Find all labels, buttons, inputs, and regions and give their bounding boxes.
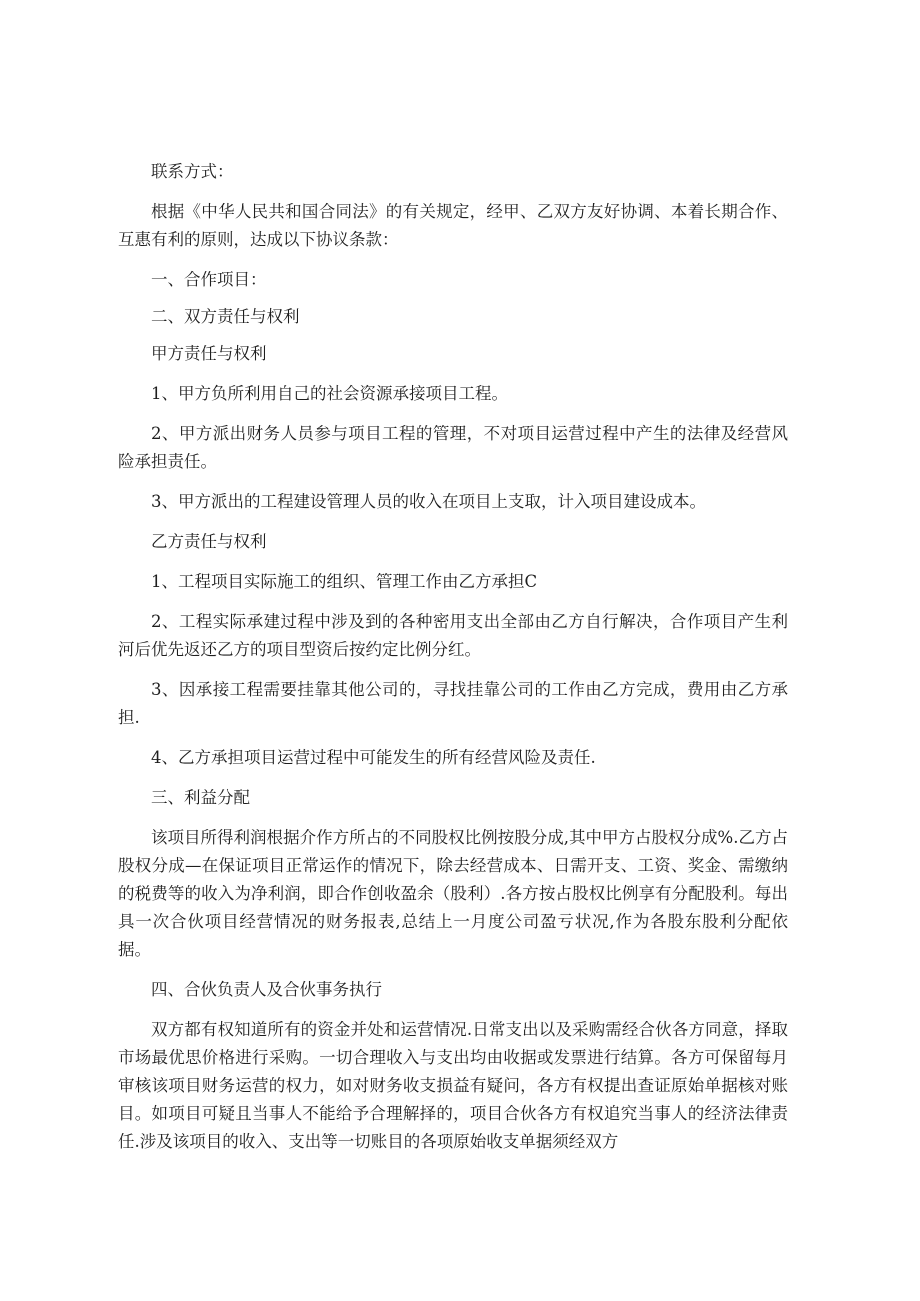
clause-a-1: 1、甲方负所利用自己的社会资源承接项目工程。 [151, 384, 508, 403]
clause-b-4: 4、乙方承担项目运营过程中可能发生的所有经营风险及责任. [151, 748, 596, 767]
subheading-party-b: 乙方责任与权利 [151, 532, 267, 551]
section-heading-profit-distribution: 三、利益分配 [151, 788, 250, 807]
section-heading-cooperation-project: 一、合作项目： [151, 270, 267, 289]
clause-b-2: 2、工程实际承建过程中涉及到的各种密用支出全部由乙方自行解决，合作项目产生利河后优先返还乙方的项目型资后按约定比例分红。 [118, 612, 788, 659]
section-heading-responsibilities: 二、双方责任与权利 [151, 307, 300, 326]
document-body [118, 158, 788, 1156]
clause-a-2: 2、甲方派出财务人员参与项目工程的管理，不对项目运营过程中产生的法律及经营风险承担责任。 [118, 424, 788, 471]
subheading-party-a: 甲方责任与权利 [151, 344, 267, 363]
paragraph-contact: 联系方式： [151, 162, 234, 181]
clause-a-3: 3、甲方派出的工程建设管理人员的收入在项目上支取，计入项目建设成本。 [151, 492, 706, 511]
paragraph-preamble: 根据《中华人民共和国合同法》的有关规定，经甲、乙双方友好协调、本着长期合作、互惠有利的原则，达成以下协议条款： [118, 202, 788, 249]
clause-b-1: 1、工程项目实际施工的组织、管理工作由乙方承担C [151, 572, 538, 591]
clause-b-3: 3、因承接工程需要挂靠其他公司的，寻找挂靠公司的工作由乙方完成，费用由乙方承担. [118, 680, 788, 727]
paragraph-profit-distribution: 该项目所得利润根据介作方所占的不同股权比例按股分成,其中甲方占股权分成%.乙方占股权分成—在保证项目正常运作的情况下，除去经营成本、日需开支、工资、奖金、需缴纳的税费等的收入为净利润，即合作创收盈余（股利）.各方按占股权比例享有分配股利。每出具一次合伙项目经营情况的财务报表,总结上一月度公司盈亏状况,作为各股东股利分配依据。 [118, 828, 788, 959]
section-heading-partnership-affairs: 四、合伙负责人及合伙事务执行 [151, 980, 382, 999]
paragraph-partnership-affairs: 双方都有权知道所有的资金并处和运营情况.日常支出以及采购需经合伙各方同意，择取市场最优思价格进行采购。一切合理收入与支出均由收据或发票进行结算。各方可保留每月审核该项目财务运营的权力，如对财务收支损益有疑问，各方有权提出查证原始单据核对账目。如项目可疑且当事人不能给予合理解择的，项目合伙各方有权追究当事人的经济法律责任.涉及该项目的收入、支出等一切账目的各项原始收支单据须经双方 [118, 1020, 788, 1151]
